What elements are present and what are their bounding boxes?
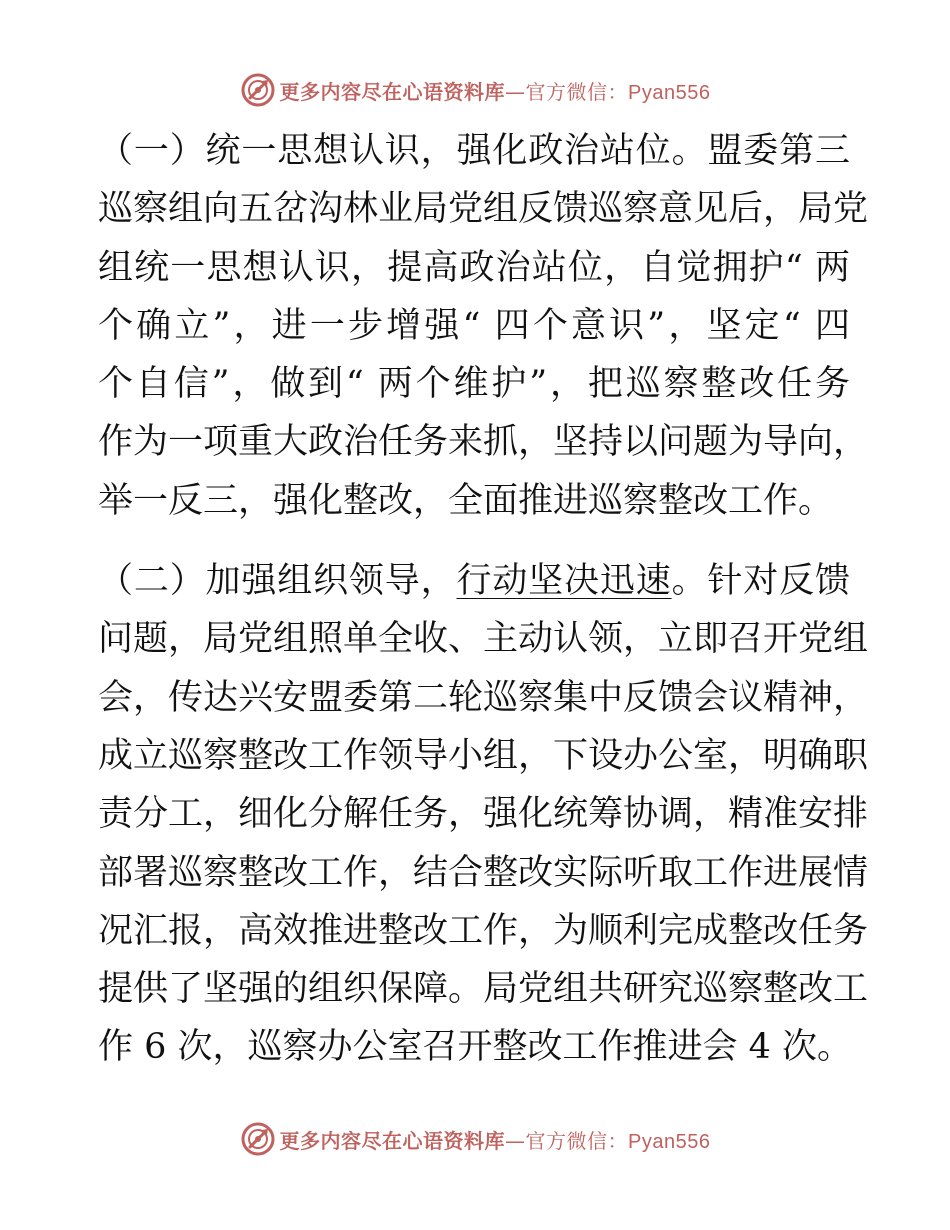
text-line: 成立巡察整改工作领导小组，下设办公室，明确职: [98, 735, 869, 776]
text-line: 个确立”，进一步增强“ 四个意识”，坚定“ 四: [98, 305, 850, 346]
text-line: 举一反三，强化整改，全面推进巡察整改工作。: [98, 480, 834, 521]
watermark-wechat-id: Pyan556: [628, 81, 711, 104]
document-body: [98, 122, 869, 1077]
text-line: 组统一思想认识，提高政治站位，自觉拥护“ 两: [98, 247, 850, 288]
watermark-site-name: 更多内容尽在心语资料库: [279, 1128, 506, 1153]
watermark-label: —官方微信：: [505, 1128, 629, 1153]
text-line: （一）统一思想认识，强化政治站位。盟委第三: [98, 131, 850, 171]
text-line: 提供了坚强的组织保障。局党组共研究巡察整改工: [98, 969, 869, 1010]
paragraph-2: [98, 552, 869, 1077]
watermark-wechat-id: Pyan556: [628, 1130, 711, 1153]
text-line: 问题，局党组照单全收、主动认领，立即召开党组: [98, 619, 869, 660]
watermark-text: [280, 76, 711, 105]
text-line: 作 6 次，巡察办公室召开整改工作推进会 4 次。: [98, 1027, 853, 1068]
text-line: （二）加强组织领导，行动坚决迅速。针对反馈: [98, 561, 850, 602]
text-line: 责分工，细化分解任务，强化统筹协调，精准安排: [98, 794, 869, 835]
header-watermark: [0, 70, 950, 110]
watermark-label: —官方微信：: [505, 79, 629, 104]
text-line: 个自信”，做到“ 两个维护”，把巡察整改任务: [98, 364, 850, 405]
text-line: 巡察组向五岔沟林业局党组反馈巡察意见后，局党: [98, 189, 869, 230]
text-line: 作为一项重大政治任务来抓，坚持以问题为导向，: [98, 422, 869, 463]
text-line: 会，传达兴安盟委第二轮巡察集中反馈会议精神，: [98, 677, 869, 718]
text-line: 况汇报，高效推进整改工作，为顺利完成整改任务: [98, 910, 869, 951]
footer-watermark: [0, 1119, 950, 1159]
red-seal-logo-icon: [240, 72, 276, 108]
red-seal-logo-icon: [240, 1121, 276, 1157]
paragraph-1: [98, 122, 869, 530]
underlined-text: 行动坚决迅速: [456, 561, 672, 602]
text-line: 部署巡察整改工作，结合整改实际听取工作进展情: [98, 852, 869, 893]
watermark-text: [280, 1125, 711, 1154]
watermark-site-name: 更多内容尽在心语资料库: [279, 79, 506, 104]
